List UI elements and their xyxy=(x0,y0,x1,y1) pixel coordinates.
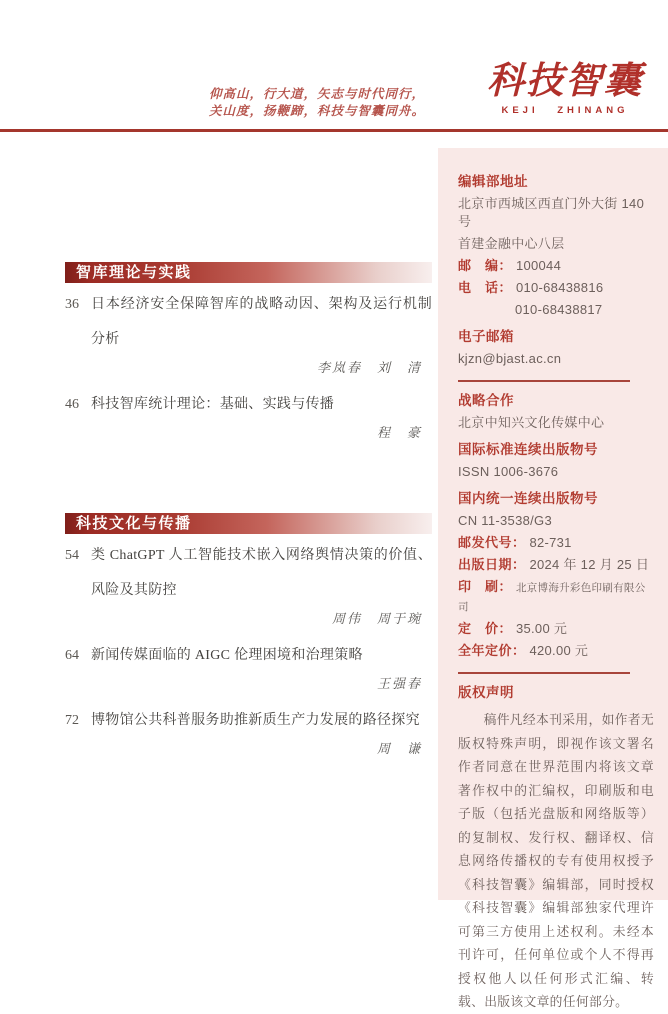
article-authors: 王强春 xyxy=(376,676,422,691)
printer-value: 北京博海升彩色印刷有限公司 xyxy=(458,582,646,613)
postcode-value: 100044 xyxy=(515,258,562,273)
phone-label: 电 话： xyxy=(458,280,513,295)
sidebar-divider xyxy=(458,380,630,382)
section-title: 智库理论与实践 xyxy=(76,264,192,281)
article-page-number: 64 xyxy=(65,648,79,663)
toc-section-think-tank-theory xyxy=(65,262,432,452)
price-row xyxy=(458,620,654,638)
phone-value-1: 010-68438816 xyxy=(515,280,604,295)
article-title: 类 ChatGPT 人工智能技术嵌入网络舆情决策的价值、风险及其防控 xyxy=(91,548,432,598)
phone-value-2: 010-68438817 xyxy=(515,302,603,317)
header-rule xyxy=(0,129,668,132)
article-row xyxy=(65,287,432,357)
postal-code-value: 82-731 xyxy=(529,535,572,550)
journal-logo-subtitle: KEJI ZHINANG xyxy=(501,105,629,116)
article-authors: 李岚春 刘 清 xyxy=(316,360,422,375)
price-label: 定 价： xyxy=(458,621,513,636)
toc-article xyxy=(65,538,432,628)
article-page-number: 54 xyxy=(65,548,79,563)
publication-date-value: 2024 年 12 月 25 日 xyxy=(529,557,650,572)
copyright-label: 版权声明 xyxy=(458,685,514,700)
price-value: 35.00 元 xyxy=(515,621,568,636)
cn-number-value: CN 11-3538/G3 xyxy=(458,513,552,528)
article-title: 科技智库统计理论：基础、实践与传播 xyxy=(91,397,335,412)
email-label: 电子邮箱 xyxy=(458,329,514,344)
article-page-number: 46 xyxy=(65,397,79,412)
slogan-line2: 关山度，扬鞭蹄，科技与智囊同舟。 xyxy=(208,104,425,118)
article-row xyxy=(65,638,432,673)
annual-price-row xyxy=(458,642,654,660)
toc-section-science-culture xyxy=(65,513,432,768)
toc-article xyxy=(65,638,432,693)
article-authors: 周 谦 xyxy=(376,741,422,756)
address-line1: 北京市西城区西直门外大街 140 号 xyxy=(458,196,645,229)
toc-article xyxy=(65,287,432,377)
issn-label: 国际标准连续出版物号 xyxy=(458,442,598,457)
copyright-text: 稿件凡经本刊采用，如作者无版权特殊声明，即视作该文署名作者同意在世界范围内将该文章著作权中的汇编权，印刷版和电子版（包括光盘版和网络版等）的复制权、发行权、翻译权、信息网络传播权的专有使用权授予《科技智囊》编辑部，同时授权《科技智囊》编辑部独家代理许可第三方使用上述权利。未经本刊许可，任何单位或个人不得再授权他人以任何形式汇编、转载、出版该文章的任何部分。 xyxy=(458,712,654,1009)
printer-label: 印 刷： xyxy=(458,579,513,594)
toc-article xyxy=(65,703,432,758)
article-row xyxy=(65,538,432,608)
annual-price-value: 420.00 元 xyxy=(529,643,589,658)
sidebar-divider xyxy=(458,672,630,674)
postcode-label: 邮 编： xyxy=(458,258,513,273)
email-value: kjzn@bjast.ac.cn xyxy=(458,351,562,366)
section-header-bar xyxy=(65,513,432,534)
toc-article xyxy=(65,387,432,442)
postal-code-row xyxy=(458,534,654,552)
article-authors: 程 豪 xyxy=(376,425,422,440)
cn-number-label: 国内统一连续出版物号 xyxy=(458,491,598,506)
publication-info-sidebar xyxy=(438,148,668,1009)
section-header-bar xyxy=(65,262,432,283)
article-row xyxy=(65,387,432,422)
issn-value: ISSN 1006-3676 xyxy=(458,464,559,479)
journal-logo xyxy=(484,60,646,116)
printer-row xyxy=(458,578,654,616)
cooperation-value: 北京中知兴文化传媒中心 xyxy=(458,415,605,430)
address-label: 编辑部地址 xyxy=(458,174,528,189)
cooperation-label: 战略合作 xyxy=(458,393,514,408)
article-row xyxy=(65,703,432,738)
section-title: 科技文化与传播 xyxy=(76,515,192,532)
publication-date-label: 出版日期： xyxy=(458,557,526,572)
article-title: 日本经济安全保障智库的战略动因、架构及运行机制分析 xyxy=(91,297,432,347)
article-authors: 周伟 周于琬 xyxy=(331,611,422,626)
journal-logo-title: 科技智囊 xyxy=(487,61,643,102)
article-page-number: 36 xyxy=(65,297,79,312)
postcode-row xyxy=(458,257,654,275)
article-title: 新闻传媒面临的 AIGC 伦理困境和治理策略 xyxy=(91,648,363,663)
phone-row xyxy=(458,279,654,297)
journal-slogan xyxy=(209,86,425,120)
address-line2: 首建金融中心八层 xyxy=(458,236,565,251)
publication-date-row xyxy=(458,556,654,574)
article-title: 博物馆公共科普服务助推新质生产力发展的路径探究 xyxy=(91,713,420,728)
postal-code-label: 邮发代号： xyxy=(458,535,526,550)
slogan-line1: 仰高山，行大道，矢志与时代同行， xyxy=(208,87,425,101)
article-page-number: 72 xyxy=(65,713,79,728)
annual-price-label: 全年定价： xyxy=(458,643,526,658)
